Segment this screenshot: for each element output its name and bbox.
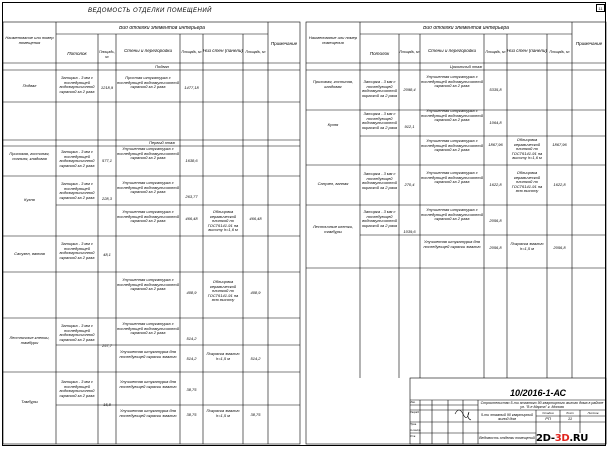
cell-ceiling: Затирка - 3 мм с последующей водоэмульсионной окраской за 2 раза [59,324,95,342]
header-room: Наименование или номер помещения [308,36,358,45]
cell-area: 408,9 [186,290,197,295]
cell-walls: Улучшенная штукатурка с последующей водоэмульсионной окраской за 2 раза [421,171,483,185]
cell-walls: Улучшенная штукатурка с последующей водоэмульсионной окраской за 2 раза [117,181,179,195]
header-walls: Стены и перегородки [427,49,477,53]
cell-area: 38,75 [186,387,197,392]
header-walls: Стены и перегородки [123,49,173,53]
cell-area: 38,75 [250,412,261,417]
cell-walls: Улучшенная штукатурка для последующей окраски эмалью [423,240,481,249]
cell-area: 2056,8 [553,245,566,250]
cell-ceiling: Затирка - 3 мм с последующей водоэмульсионной окраской за 2 раза [362,80,397,98]
cell-baseboard: Облицовка керамической плиткой по ГОСТ6141-91 на всю высоту [511,171,543,194]
cell-ceiling: Затирка - 3 мм с последующей водоэмульсионной окраской за 2 раза [59,242,95,260]
section-label: Первый этаж [149,141,175,145]
header-area: Площадь, м² [485,50,506,54]
cell-ceiling: Затирка - 3 мм с последующей водоэмульсионной окраской за 2 раза [362,112,397,130]
stamp-description: Ведомость отделки помещений [479,436,535,440]
cell-baseboard: Покраска эмалью h=1,5 м [510,242,544,251]
cell-area: 48,1 [103,252,111,257]
cell-area: 1867,96 [488,142,503,147]
cell-area: 38,75 [186,412,197,417]
cell-room: Кухня [24,198,35,202]
cell-baseboard: Облицовка керамической плиткой по ГОСТ6141-91 на высоту h=1,6 м [511,138,543,161]
cell-room: Кухня [327,123,339,127]
cell-walls: Улучшенная штукатурка для последующей окраски эмалью [119,409,177,418]
stamp-label-sheets: Листов [587,411,599,415]
cell-area: 2056,8 [489,218,502,223]
cell-area: 1867,96 [552,142,567,147]
cell-baseboard: Покраска эмалью h=1,5 м [206,409,240,418]
header-baseboard: Низ стен (панели) [507,49,547,53]
cell-walls: Улучшенная штукатурка с последующей водоэмульсионной окраской за 2 раза [421,109,483,123]
cell-ceiling: Затирка - 3 мм с последующей водоэмульсионной окраской за 2 раза [362,172,397,190]
sheet-number-box: 11 [596,4,605,12]
document-id: 10/2016-1-АС [509,388,567,398]
header-note: Примечание [575,42,603,46]
cell-area: 408,9 [250,290,261,295]
cell-room: Тамбуры [21,400,38,404]
cell-area: 1039,6 [403,229,416,234]
cell-room: Прихожая, гостиная, кладовая [312,80,354,89]
header-kind: Вид отделки элементов интерьера [119,26,205,31]
stamp-role: Изм. [410,401,416,404]
stamp-role: Пров. [410,423,417,426]
cell-walls: Улучшенная штукатурка для последующей окраски эмалью [119,380,177,389]
logo-part: 3D [554,433,570,444]
cell-room: Прихожая, гостиная, спальня, кладовая [9,152,50,161]
header-area: Площадь, м² [245,50,266,54]
cell-walls: Улучшенная штукатурка с последующей водоэмульсионной окраской за 2 раза [421,208,483,222]
page-title: ВЕДОМОСТЬ ОТДЕЛКИ ПОМЕЩЕНИЙ [88,8,212,14]
stamp-sheet-title: 5-ти этажный 90 квартирный жилой дом [480,413,534,422]
header-note: Примечание [270,42,298,46]
stamp-role: Утв. [410,435,416,438]
header-kind: Вид отделки элементов интерьера [423,26,509,31]
header-area: Площадь, м² [181,50,202,54]
cell-baseboard: Облицовка керамической плиткой по ГОСТ6141-91 на высоту h=1,6 м [207,210,239,233]
cell-walls: Простая штукатурка с последующей водоэмульсионной окраской за 2 раза [117,76,179,90]
cell-ceiling: Затирка - 3 мм с последующей водоэмульсионной окраской за 2 раза [59,150,95,168]
cell-area: 2098,4 [403,87,416,92]
header-area: Площадь, м² [399,50,420,54]
cell-area: 15,8 [103,402,111,407]
cell-area: 514,2 [250,356,261,361]
header-ceiling: Потолок [369,52,390,56]
cell-room: Подвал [22,84,37,88]
cell-area: 912,1 [404,124,415,129]
stamp-sheet: 11 [567,417,573,421]
cell-area: 2056,8 [489,245,502,250]
cell-room: Лестничные клетки, тамбуры [9,336,50,345]
cell-area: 1622,8 [489,182,502,187]
cell-ceiling: Затирка - 3 мм с последующей водоэмульсионной окраской за 2 раза [362,210,397,228]
cell-area: 257,7 [101,343,112,348]
stamp-role: Н.контр. [410,429,421,432]
cell-area: 270,4 [404,182,415,187]
cell-baseboard: Облицовка керамической плиткой по ГОСТ6141-91 на всю высоту [207,280,239,303]
cell-walls: Улучшенная штукатурка для последующей окраски эмалью [119,350,177,359]
cell-walls: Улучшенная штукатурка с последующей водоэмульсионной окраской за 2 раза [117,278,179,292]
cell-area: 228,3 [101,196,112,201]
cell-walls: Улучшенная штукатурка с последующей водоэмульсионной окраской за 2 раза [421,75,483,89]
stamp-label-stage: Стадия [542,411,554,415]
cell-area: 1218,9 [100,85,114,90]
header-area: Площадь, м² [549,50,570,54]
cell-walls: Улучшенная штукатурка с последующей водоэмульсионной окраской за 2 раза [117,147,179,161]
cell-area: 466,48 [249,216,262,221]
cell-area: 1477,18 [184,85,199,90]
cell-area: 514,2 [186,336,197,341]
logo-part: .RU [569,433,589,444]
cell-walls: Улучшенная штукатурка с последующей водоэмульсионной окраской за 2 раза [117,210,179,224]
cell-room: Санузел, ванная [317,182,349,186]
cell-ceiling: Затирка - 3 мм с последующей водоэмульсионной окраской за 2 раза [59,76,95,94]
cell-area: 1064,8 [489,120,502,125]
cell-area: 1638,6 [185,158,198,163]
cell-walls: Улучшенная штукатурка с последующей водоэмульсионной окраской за 2 раза [421,139,483,153]
cell-baseboard: Покраска эмалью h=1,5 м [206,352,240,361]
cell-area: 263,77 [185,194,198,199]
section-label: Подвал [155,65,169,69]
cell-room: Лестничные клетки, тамбуры [312,225,354,234]
stamp-object: Строительство 5-ти этажного 90 квартирного жилого дома в районе ул. "8-е Марта" г. Москва [480,401,604,410]
cell-area: 514,2 [186,356,197,361]
cell-area: 1622,8 [553,182,566,187]
header-room: Наименование или номер помещения [5,36,54,45]
stamp-stage: РП [545,417,551,421]
cell-area: 466,48 [185,216,198,221]
header-area: Площадь, м² [99,50,115,59]
cell-area: 5335,8 [489,87,502,92]
header-baseboard: Низ стен (панели) [203,49,243,53]
logo-part: 2D- [536,433,555,444]
cell-walls: Улучшенная штукатурка с последующей водоэмульсионной окраской за 2 раза [117,322,179,336]
cell-ceiling: Затирка - 3 мм с последующей водоэмульсионной окраской за 2 раза [59,380,95,398]
site-logo[interactable] [536,433,606,447]
header-ceiling: Потолок [67,52,87,56]
cell-room: Санузел, ванная [14,252,45,256]
stamp-label-sheet: Лист [566,411,574,415]
cell-area: 577,1 [101,158,112,163]
section-label: Цокольный этаж [449,65,483,69]
stamp-role: Разраб. [410,411,420,414]
cell-ceiling: Затирка - 3 мм с последующей водоэмульсионной окраской за 2 раза [59,182,95,200]
